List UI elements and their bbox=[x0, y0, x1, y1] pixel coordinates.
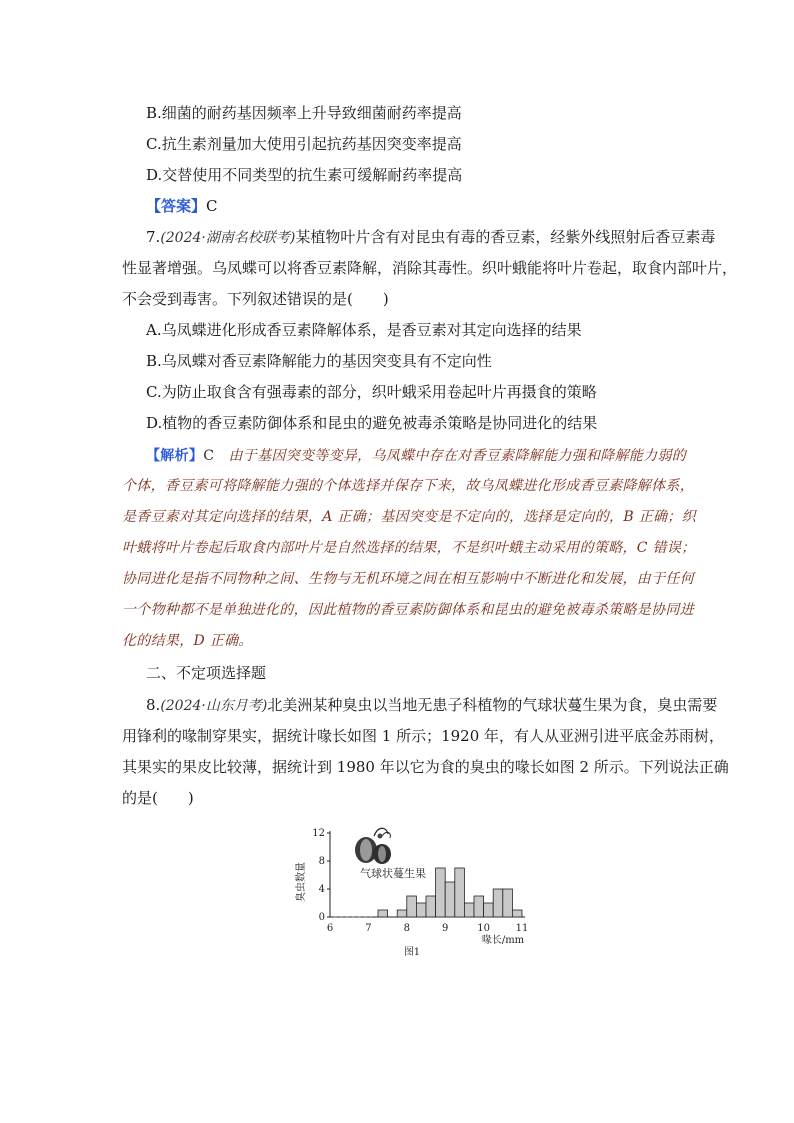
chart-ticks bbox=[312, 828, 528, 934]
chart-title: 图1 bbox=[403, 947, 421, 958]
histogram-bar-12 bbox=[484, 903, 494, 917]
y-tick-label: 4 bbox=[318, 884, 325, 895]
answer-6 bbox=[146, 196, 218, 216]
x-tick-label: 7 bbox=[365, 923, 372, 934]
analysis-answer: C bbox=[203, 448, 215, 464]
analysis-line-4: 叶蛾将叶片卷起后取食内部叶片是自然选择的结果，不是织叶蛾主动采用的策略，C 错误； bbox=[122, 540, 696, 556]
analysis-line-5: 协同进化是指不同物种之间、生物与无机环境之间在相互影响中不断进化和发展，由于任何 bbox=[122, 571, 694, 587]
histogram-bar-5 bbox=[416, 903, 426, 917]
histogram-bar-4 bbox=[407, 896, 417, 917]
x-tick-label: 8 bbox=[403, 923, 410, 934]
fruit-illustration-icon bbox=[355, 828, 391, 864]
chart-annotation: 气球状蔓生果 bbox=[360, 867, 426, 880]
y-tick-label: 12 bbox=[312, 828, 325, 839]
section-heading: 二、不定项选择题 bbox=[146, 664, 267, 682]
histogram-bar-15 bbox=[512, 910, 522, 917]
q7-text-1: 某植物叶片含有对昆虫有毒的香豆素，经紫外线照射后香豆素毒 bbox=[295, 228, 716, 246]
analysis-text-1: 由于基因突变等变异，乌凤蝶中存在对香豆素降解能力强和降解能力弱的 bbox=[228, 448, 687, 464]
histogram-bar-10 bbox=[464, 903, 474, 917]
option-d-prev: D.交替使用不同类型的抗生素可缓解耐药率提高 bbox=[146, 166, 463, 184]
q7-line-2: 性显著增强。乌凤蝶可以将香豆素降解，消除其毒性。织叶蛾能将叶片卷起，取食内部叶片， bbox=[122, 259, 738, 277]
q8-number: 8. bbox=[146, 696, 161, 714]
q8-source: (2024·山东月考) bbox=[160, 698, 268, 714]
histogram-bar-11 bbox=[474, 896, 484, 917]
q8-line-4: 的是( ) bbox=[122, 789, 194, 807]
y-tick-label: 8 bbox=[318, 856, 325, 867]
histogram-bar-13 bbox=[493, 889, 503, 917]
x-tick-label: 11 bbox=[515, 923, 529, 934]
histogram-bar-1 bbox=[378, 910, 388, 917]
answer-value: C bbox=[206, 197, 218, 215]
chart-xlabel: 喙长/mm bbox=[481, 935, 525, 946]
analysis-label: 【解析】 bbox=[146, 448, 204, 464]
analysis-line-1 bbox=[146, 446, 686, 466]
q7-source: (2024·湖南名校联考) bbox=[160, 230, 296, 246]
analysis-line-3: 是香豆素对其定向选择的结果，A 正确；基因突变是不定向的，选择是定向的，B 正确；织 bbox=[122, 509, 696, 525]
histogram-bar-3 bbox=[397, 910, 407, 917]
q7-option-d: D.植物的香豆素防御体系和昆虫的避免被毒杀策略是协同进化的结果 bbox=[146, 414, 598, 432]
q8-line-3: 其果实的果皮比较薄，据统计到 1980 年以它为食的臭虫的喙长如图 2 所示。下列说法正确 bbox=[122, 758, 729, 776]
q8-line-2: 用锋利的喙制穿果实，据统计喙长如图 1 所示；1920 年，有人从亚洲引进平底金苏雨树， bbox=[122, 727, 725, 745]
x-tick-label: 10 bbox=[477, 923, 490, 934]
option-c-prev: C.抗生素剂量加大使用引起抗药基因突变率提高 bbox=[146, 135, 462, 153]
q7-line-3: 不会受到毒害。下列叙述错误的是( ) bbox=[122, 290, 389, 308]
histogram-bar-9 bbox=[455, 868, 465, 917]
analysis-line-2: 个体，香豆素可将降解能力强的个体选择并保存下来，故乌凤蝶进化形成香豆素降解体系， bbox=[122, 478, 694, 494]
option-b-prev: B.细菌的耐药基因频率上升导致细菌耐药率提高 bbox=[146, 104, 462, 122]
histogram-bar-7 bbox=[436, 868, 446, 917]
q7-option-b: B.乌凤蝶对香豆素降解能力的基因突变具有不定向性 bbox=[146, 352, 492, 370]
q7-option-a: A.乌凤蝶进化形成香豆素降解体系，是香豆素对其定向选择的结果 bbox=[146, 321, 582, 339]
q8-line-1 bbox=[146, 695, 717, 716]
q8-text-1: 北美洲某种臭虫以当地无患子科植物的气球状蔓生果为食，臭虫需要 bbox=[267, 696, 718, 714]
x-tick-label: 6 bbox=[326, 923, 334, 934]
q7-line-1 bbox=[146, 227, 715, 248]
chart-ylabel: 臭虫数量 bbox=[296, 862, 307, 902]
histogram-bar-6 bbox=[426, 896, 436, 917]
y-tick-label: 0 bbox=[318, 912, 325, 923]
analysis-line-7: 化的结果，D 正确。 bbox=[122, 633, 253, 649]
answer-label: 【答案】 bbox=[146, 197, 207, 215]
figure-1-chart bbox=[290, 820, 540, 960]
q7-option-c: C.为防止取食含有强毒素的部分，织叶蛾采用卷起叶片再摄食的策略 bbox=[146, 383, 597, 401]
analysis-line-6: 一个物种都不是单独进化的，因此植物的香豆素防御体系和昆虫的避免被毒杀策略是协同进 bbox=[122, 602, 694, 618]
histogram-bar-8 bbox=[445, 882, 455, 917]
x-tick-label: 9 bbox=[442, 923, 449, 934]
q7-number: 7. bbox=[146, 228, 161, 246]
histogram-bar-14 bbox=[503, 889, 513, 917]
